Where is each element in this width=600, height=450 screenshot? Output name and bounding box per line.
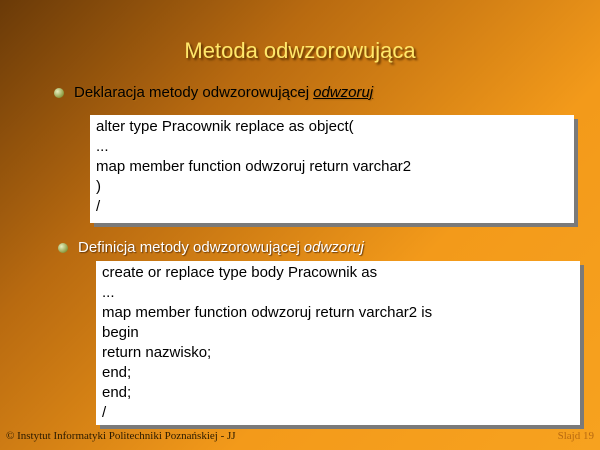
bullet-definition <box>58 239 364 256</box>
code-line: create or replace type body Pracownik as <box>102 264 378 281</box>
code-line: ... <box>96 138 109 155</box>
bullet-icon <box>58 243 68 253</box>
footer-copyright: © Instytut Informatyki Politechniki Poznańskiej - JJ <box>6 430 236 442</box>
bullet-declaration-text: Deklaracja metody odwzorowującej <box>74 84 310 101</box>
code-line: end; <box>102 384 132 401</box>
code-line: alter type Pracownik replace as object( <box>96 118 354 135</box>
code-line: map member function odwzoruj return varchar2 <box>96 158 412 175</box>
bullet-definition-emphasis: odwzoruj <box>303 239 364 256</box>
bullet-definition-text: Definicja metody odwzorowującej <box>78 239 300 256</box>
code-line: map member function odwzoruj return varchar2 is <box>102 304 433 321</box>
slide-number: Slajd 19 <box>557 430 594 442</box>
code-box-declaration <box>90 115 574 223</box>
slide-title: Metoda odwzorowująca <box>184 38 416 63</box>
code-line: end; <box>102 364 132 381</box>
code-box-definition <box>96 261 580 425</box>
code-line: ... <box>102 284 115 301</box>
bullet-icon <box>54 88 64 98</box>
code-line: begin <box>102 324 139 341</box>
code-line: / <box>102 404 107 421</box>
bullet-declaration-emphasis: odwzoruj <box>313 84 374 101</box>
code-line: ) <box>96 178 101 195</box>
code-line: return nazwisko; <box>102 344 212 361</box>
code-line: / <box>96 198 101 215</box>
bullet-declaration <box>54 84 373 101</box>
